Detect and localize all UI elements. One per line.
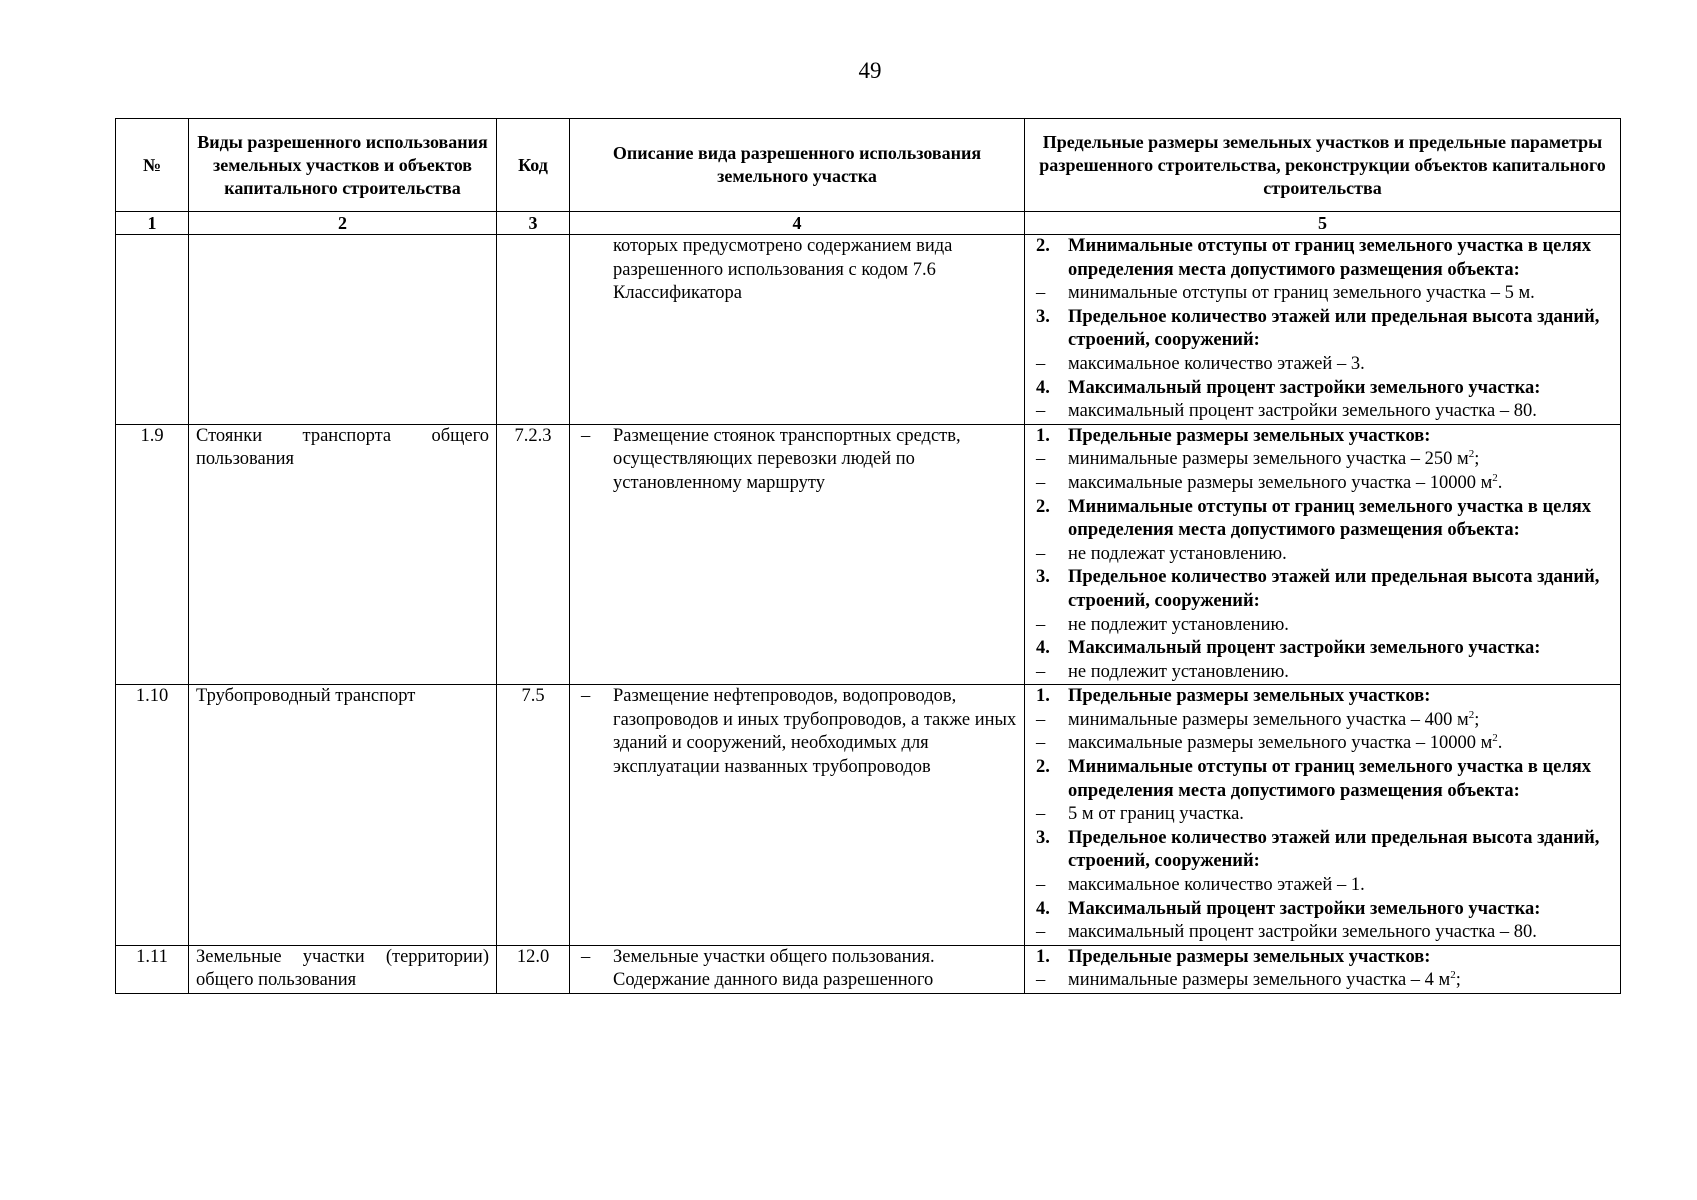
parameters-cell — [1025, 424, 1621, 685]
parameter-heading — [1032, 425, 1613, 449]
superscript: 2 — [1468, 708, 1475, 721]
dash-marker: – — [1036, 804, 1046, 825]
row-number: 1.10 — [116, 685, 189, 946]
use-description-cell — [570, 424, 1025, 685]
use-type-name: Трубопроводный транспорт — [189, 685, 497, 946]
parameter-text: максимальное количество этажей – 1. — [1068, 875, 1365, 896]
superscript: 2 — [1468, 448, 1475, 461]
parameter-heading — [1032, 756, 1613, 803]
column-number: 4 — [570, 212, 1025, 235]
table-row — [116, 685, 1621, 946]
dash-marker: – — [1036, 401, 1046, 422]
dash-marker: – — [1036, 283, 1046, 304]
column-number: 5 — [1025, 212, 1621, 235]
superscript: 2 — [1492, 471, 1498, 484]
parameter-text: минимальные размеры земельного участка – 4 м — [1068, 970, 1451, 991]
punctuation: . — [1497, 472, 1503, 493]
column-number: 3 — [497, 212, 570, 235]
parameter-text: Максимальный процент застройки земельного участка: — [1068, 377, 1541, 398]
parameter-text: Максимальный процент застройки земельного участка: — [1068, 898, 1541, 919]
punctuation: ; — [1474, 709, 1480, 730]
parameter-value — [1032, 874, 1613, 898]
parameter-value — [1032, 661, 1613, 685]
parameter-text: Предельные размеры земельных участков: — [1068, 946, 1431, 967]
item-number: 3. — [1036, 567, 1050, 588]
table-body — [116, 235, 1621, 994]
dash-marker: – — [1036, 875, 1046, 896]
use-code: 7.2.3 — [497, 424, 570, 685]
dash-marker: – — [581, 686, 591, 707]
dash-marker: – — [1036, 661, 1046, 682]
parameter-text: максимальные размеры земельного участка – 10000 м — [1068, 472, 1493, 493]
parameter-text: Предельное количество этажей или предельная высота зданий, строений, сооружений: — [1068, 567, 1600, 611]
parameter-heading — [1032, 377, 1613, 401]
parameter-text: максимальное количество этажей – 3. — [1068, 353, 1365, 374]
item-number: 4. — [1036, 377, 1050, 398]
table-row — [116, 424, 1621, 685]
dash-marker: – — [1036, 353, 1046, 374]
use-description: Земельные участки общего пользования. Содержание данного вида разрешенного — [613, 946, 935, 991]
row-number: 1.11 — [116, 945, 189, 993]
parameter-text: Минимальные отступы от границ земельного участка в целях определения места допустимого размещения объекта: — [1068, 236, 1591, 280]
item-number: 2. — [1036, 496, 1050, 517]
superscript: 2 — [1492, 732, 1498, 745]
parameter-text: Минимальные отступы от границ земельного участка в целях определения места допустимого размещения объекта: — [1068, 757, 1591, 801]
dash-marker: – — [1036, 733, 1046, 754]
parameter-heading — [1032, 566, 1613, 613]
row-number — [116, 235, 189, 425]
parameter-value — [1032, 543, 1613, 567]
header-code: Код — [497, 119, 570, 212]
punctuation: ; — [1474, 449, 1480, 470]
parameter-text: Предельное количество этажей или предельная высота зданий, строений, сооружений: — [1068, 306, 1600, 351]
item-number: 4. — [1036, 638, 1050, 659]
parameter-heading — [1032, 685, 1613, 709]
parameter-value — [1032, 709, 1613, 733]
use-description-cell — [570, 235, 1025, 425]
use-type-name: Стоянки транспорта общего пользования — [189, 424, 497, 685]
parameter-value — [1032, 969, 1613, 993]
use-code: 12.0 — [497, 945, 570, 993]
table-row — [116, 235, 1621, 425]
dash-marker: – — [1036, 449, 1046, 470]
item-number: 2. — [1036, 757, 1050, 778]
header-no: № — [116, 119, 189, 212]
column-number: 2 — [189, 212, 497, 235]
item-number: 1. — [1036, 946, 1050, 967]
dash-marker: – — [1036, 472, 1046, 493]
parameter-value — [1032, 282, 1613, 306]
parameter-text: Минимальные отступы от границ земельного участка в целях определения места допустимого размещения объекта: — [1068, 496, 1591, 541]
parameter-value — [1032, 614, 1613, 638]
page-number: 49 — [858, 58, 882, 83]
parameter-value — [1032, 353, 1613, 377]
dash-marker: – — [1036, 970, 1046, 991]
parameter-heading — [1032, 637, 1613, 661]
parameter-heading — [1032, 235, 1613, 282]
use-description: которых предусмотрено содержанием вида разрешенного использования с кодом 7.6 Классификатора — [613, 236, 953, 304]
use-description: Размещение нефтепроводов, водопроводов, газопроводов и иных трубопроводов, а также иных зданий и сооружений, необходимых для эксплуатации названных трубопроводов — [613, 686, 1017, 778]
dash-marker: – — [581, 425, 591, 446]
punctuation: ; — [1455, 970, 1461, 991]
header-parameters: Предельные размеры земельных участков и предельные параметры разрешенного строительства, реконструкции объектов капитального строительства — [1025, 119, 1621, 212]
dash-marker — [577, 235, 613, 306]
parameter-text: не подлежит установлению. — [1068, 614, 1289, 635]
parameter-text: минимальные размеры земельного участка – 400 м — [1068, 709, 1469, 730]
dash-marker: – — [1036, 922, 1046, 943]
land-use-table — [115, 118, 1621, 994]
use-type-name — [189, 235, 497, 425]
parameter-value — [1032, 472, 1613, 496]
parameter-value — [1032, 803, 1613, 827]
punctuation: . — [1497, 733, 1503, 754]
item-number: 3. — [1036, 827, 1050, 848]
superscript: 2 — [1450, 969, 1456, 982]
parameter-heading — [1032, 946, 1613, 970]
parameters-cell — [1025, 235, 1621, 425]
parameter-heading — [1032, 306, 1613, 353]
parameter-text: Предельные размеры земельных участков: — [1068, 686, 1431, 707]
row-number: 1.9 — [116, 424, 189, 685]
parameter-text: максимальный процент застройки земельного участка – 80. — [1068, 401, 1537, 422]
dash-marker: – — [1036, 709, 1046, 730]
use-description-cell — [570, 945, 1025, 993]
column-number: 1 — [116, 212, 189, 235]
header-type: Виды разрешенного использования земельных участков и объектов капитального строительства — [189, 119, 497, 212]
parameter-text: максимальные размеры земельного участка – 10000 м — [1068, 733, 1493, 754]
item-number: 1. — [1036, 686, 1050, 707]
parameter-text: Предельные размеры земельных участков: — [1068, 425, 1431, 446]
parameter-text: минимальные размеры земельного участка – 250 м — [1068, 449, 1469, 470]
parameters-cell — [1025, 945, 1621, 993]
use-description-cell — [570, 685, 1025, 946]
use-description: Размещение стоянок транспортных средств, осуществляющих перевозки людей по установленному маршруту — [613, 425, 961, 493]
use-type-name: Земельные участки (территории) общего пользования — [189, 945, 497, 993]
parameter-value — [1032, 448, 1613, 472]
parameter-text: не подлежат установлению. — [1068, 543, 1287, 564]
dash-marker: – — [1036, 614, 1046, 635]
item-number: 2. — [1036, 236, 1050, 256]
parameter-value — [1032, 732, 1613, 756]
use-code — [497, 235, 570, 425]
parameter-text: 5 м от границ участка. — [1068, 804, 1244, 825]
parameter-text: Максимальный процент застройки земельного участка: — [1068, 638, 1541, 659]
parameter-heading — [1032, 827, 1613, 874]
parameter-text: не подлежит установлению. — [1068, 661, 1289, 682]
dash-marker: – — [581, 946, 591, 967]
table-row — [116, 945, 1621, 993]
parameter-text: максимальный процент застройки земельного участка – 80. — [1068, 922, 1537, 943]
dash-marker: – — [1036, 543, 1046, 564]
parameter-heading — [1032, 496, 1613, 543]
header-description: Описание вида разрешенного использования земельного участка — [570, 119, 1025, 212]
use-code: 7.5 — [497, 685, 570, 946]
parameter-value — [1032, 400, 1613, 424]
parameter-text: Предельное количество этажей или предельная высота зданий, строений, сооружений: — [1068, 827, 1600, 872]
parameter-value — [1032, 921, 1613, 945]
item-number: 1. — [1036, 425, 1050, 446]
parameter-heading — [1032, 898, 1613, 922]
item-number: 3. — [1036, 306, 1050, 327]
parameters-cell — [1025, 685, 1621, 946]
parameter-text: минимальные отступы от границ земельного участка – 5 м. — [1068, 283, 1535, 304]
item-number: 4. — [1036, 898, 1050, 919]
